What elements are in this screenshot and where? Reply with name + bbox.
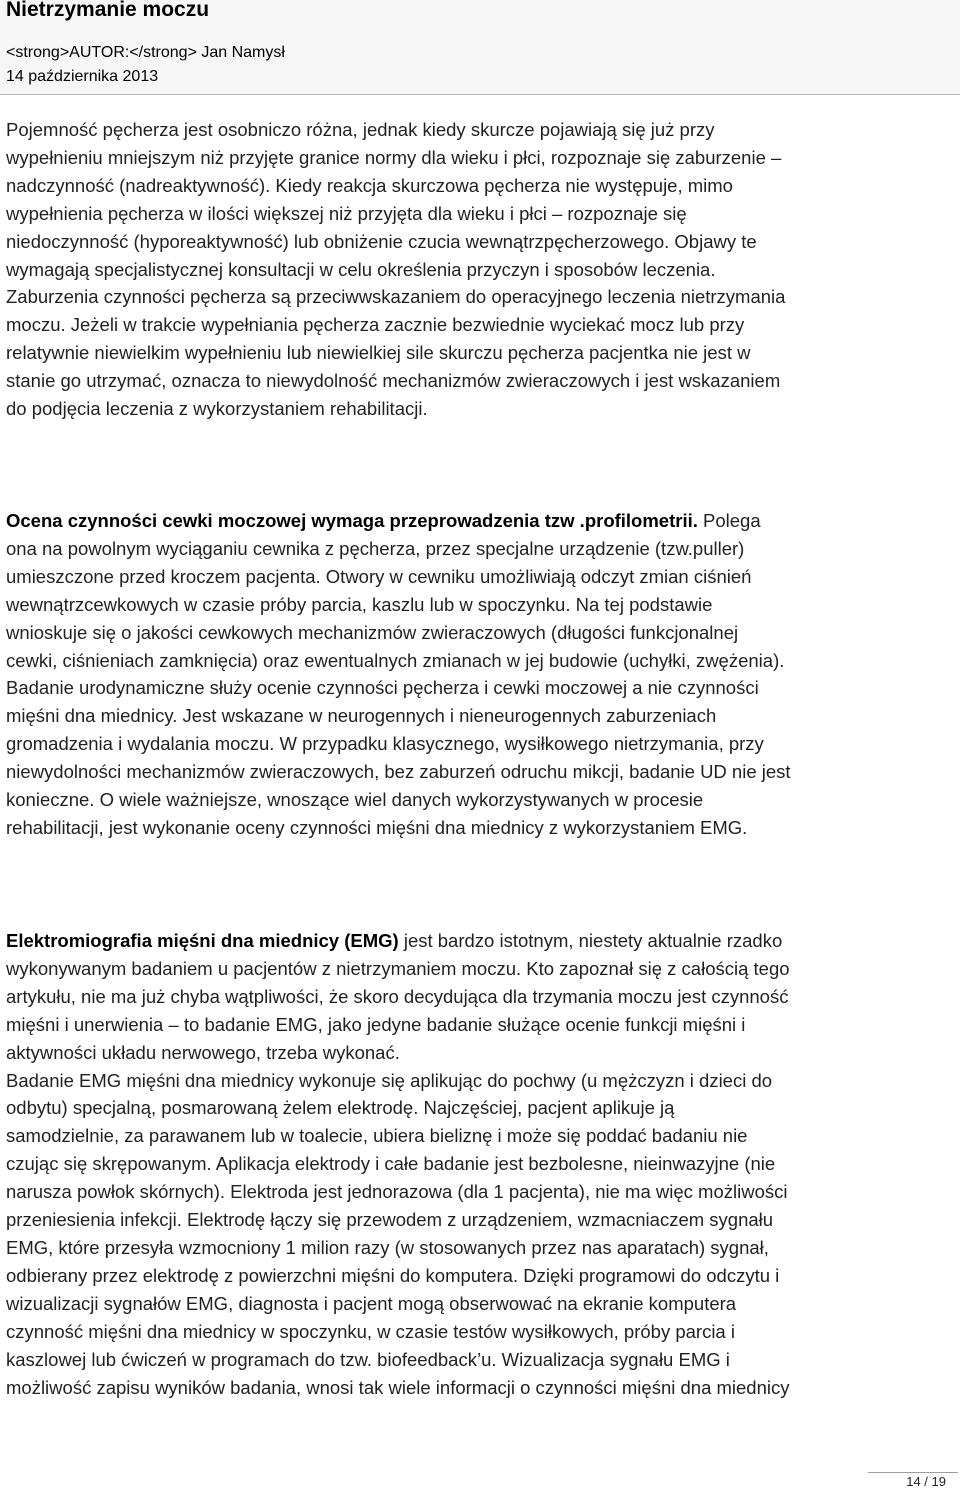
- text-line: wypełnienia pęcherza w ilości większej niż przyjęta dla wieku i płci – rozpoznaje się: [6, 202, 687, 224]
- text-line: Badanie EMG mięśni dna miednicy wykonuje się aplikując do pochwy (u mężczyzn i dzieci do: [6, 1069, 773, 1091]
- text-line: cewki, ciśnieniach zamknięcia) oraz ewentualnych zmianach w jej budowie (uchyłki, zwężenia).: [6, 649, 785, 671]
- text-line: wnioskuje się o jakości cewkowych mechanizmów zwieraczowych (długości funkcjonalnej: [6, 621, 739, 643]
- publish-date: 14 października 2013: [6, 68, 159, 85]
- text-line: moczu. Jeżeli w trakcie wypełniania pęcherza zacznie bezwiednie wyciekać mocz lub przy: [6, 314, 745, 336]
- text-line: samodzielnie, za parawanem lub w toalecie, ubiera bieliznę i może się poddać badaniu nie: [6, 1125, 748, 1147]
- page-number: 14 / 19: [906, 1474, 946, 1489]
- text-line: wizualizacji sygnałów EMG, diagnosta i pacjent mogą obserwować na ekranie komputera: [6, 1292, 737, 1314]
- text-line: przeniesienia infekcji. Elektrodę łączy się przewodem z urządzeniem, wzmacniaczem sygnału: [6, 1209, 774, 1231]
- text-line: niedoczynność (hyporeaktywność) lub obniżenie czucia wewnątrzpęcherzowego. Objawy te: [6, 230, 757, 252]
- text-line: wykonywanym badaniem u pacjentów z nietrzymaniem moczu. Kto zapoznał się z całością tego: [6, 957, 790, 979]
- text-line: gromadzenia i wydalania moczu. W przypadku klasycznego, wysiłkowego nietrzymania, przy: [6, 733, 764, 755]
- text-line: wypełnieniu mniejszym niż przyjęte granice normy dla wieku i płci, rozpoznaje się zaburzenie –: [6, 146, 782, 168]
- text-line: niewydolności mechanizmów zwieraczowych, bez zaburzeń odruchu mikcji, badanie UD nie jest: [6, 761, 791, 783]
- text-line: relatywnie niewielkim wypełnieniu lub niewielkiej sile skurczu pęcherza pacjentka nie jest w: [6, 342, 751, 364]
- text-line: stanie go utrzymać, oznacza to niewydolność mechanizmów zwieraczowych i jest wskazaniem: [6, 370, 781, 392]
- text-line: do podjęcia leczenia z wykorzystaniem rehabilitacji.: [6, 398, 428, 420]
- paragraph-bladder-capacity: [6, 116, 958, 423]
- text-line: Badanie urodynamiczne służy ocenie czynności pęcherza i cewki moczowej a nie czynności: [6, 677, 759, 699]
- text-line: wewnątrzcewkowych w czasie próby parcia, kaszlu lub w spoczynku. Na tej podstawie: [6, 593, 713, 615]
- text-line: czynność mięśni dna miednicy w spoczynku, w czasie testów wysiłkowych, próby parcia i: [6, 1320, 735, 1342]
- text-line: rehabilitacji, jest wykonanie oceny czynności mięśni dna miednicy z wykorzystaniem EMG.: [6, 816, 748, 838]
- text-line: nadczynność (nadreaktywność). Kiedy reakcja skurczowa pęcherza nie występuje, mimo: [6, 174, 733, 196]
- text-line: ona na powolnym wyciąganiu cewnika z pęcherza, przez specjalne urządzenie (tzw.puller): [6, 537, 745, 559]
- text-line: odbierany przez elektrodę z powierzchni mięśni do komputera. Dzięki programowi do odczytu i: [6, 1264, 780, 1286]
- text-line: mięśni i unerwienia – to badanie EMG, jako jedyne badanie służące ocenie funkcji mięśni i: [6, 1013, 746, 1035]
- paragraph-lead-rest: jest bardzo istotnym, niestety aktualnie rzadko: [398, 930, 783, 951]
- footer-divider: [868, 1472, 958, 1473]
- text-line: kaszlowej lub ćwiczeń w programach do tzw. biofeedback’u. Wizualizacja sygnału EMG i: [6, 1348, 730, 1370]
- paragraph-emg: [6, 927, 958, 1401]
- document-title: Nietrzymanie moczu: [6, 0, 210, 21]
- text-line: konieczne. O wiele ważniejsze, wnoszące wiel danych wykorzystywanych w procesie: [6, 789, 704, 811]
- paragraph-lead-bold: Elektromiografia mięśni dna miednicy (EMG): [6, 930, 399, 951]
- paragraph-lead-bold: Ocena czynności cewki moczowej wymaga przeprowadzenia tzw .profilometrii.: [6, 510, 698, 531]
- author-line: <strong>AUTOR:</strong> Jan Namysł: [6, 44, 285, 61]
- paragraph-profilometry: [6, 507, 958, 842]
- text-line: artykułu, nie ma już chyba wątpliwości, że skoro decydująca dla trzymania moczu jest czynność: [6, 985, 789, 1007]
- text-line: mięśni dna miednicy. Jest wskazane w neurogennych i nieneurogennych zaburzeniach: [6, 705, 717, 727]
- text-line: wymagają specjalistycznej konsultacji w celu określenia przyczyn i sposobów leczenia.: [6, 258, 716, 280]
- paragraph-lead-rest: Polega: [697, 510, 761, 531]
- text-line: odbytu) specjalną, posmarowaną żelem elektrodę. Najczęściej, pacjent aplikuje ją: [6, 1097, 675, 1119]
- text-line: aktywności układu nerwowego, trzeba wykonać.: [6, 1041, 400, 1063]
- document-header: [0, 0, 960, 95]
- text-line: Pojemność pęcherza jest osobniczo różna, jednak kiedy skurcze pojawiają się już przy: [6, 119, 715, 140]
- text-line: czując się skrępowanym. Aplikacja elektrody i całe badanie jest bezbolesne, nieinwazyjne (nie: [6, 1153, 776, 1175]
- text-line: EMG, które przesyła wzmocniony 1 milion razy (w stosowanych przez nas aparatach) sygnał,: [6, 1236, 769, 1258]
- text-line: możliwość zapisu wyników badania, wnosi tak wiele informacji o czynności mięśni dna miednicy: [6, 1376, 790, 1398]
- text-line: narusza powłok skórnych). Elektroda jest jednorazowa (dla 1 pacjenta), nie ma więc możliwości: [6, 1181, 788, 1203]
- text-line: umieszczone przed kroczem pacjenta. Otwory w cewniku umożliwiają odczyt zmian ciśnień: [6, 565, 752, 587]
- text-line: Zaburzenia czynności pęcherza są przeciwwskazaniem do operacyjnego leczenia nietrzymania: [6, 286, 786, 308]
